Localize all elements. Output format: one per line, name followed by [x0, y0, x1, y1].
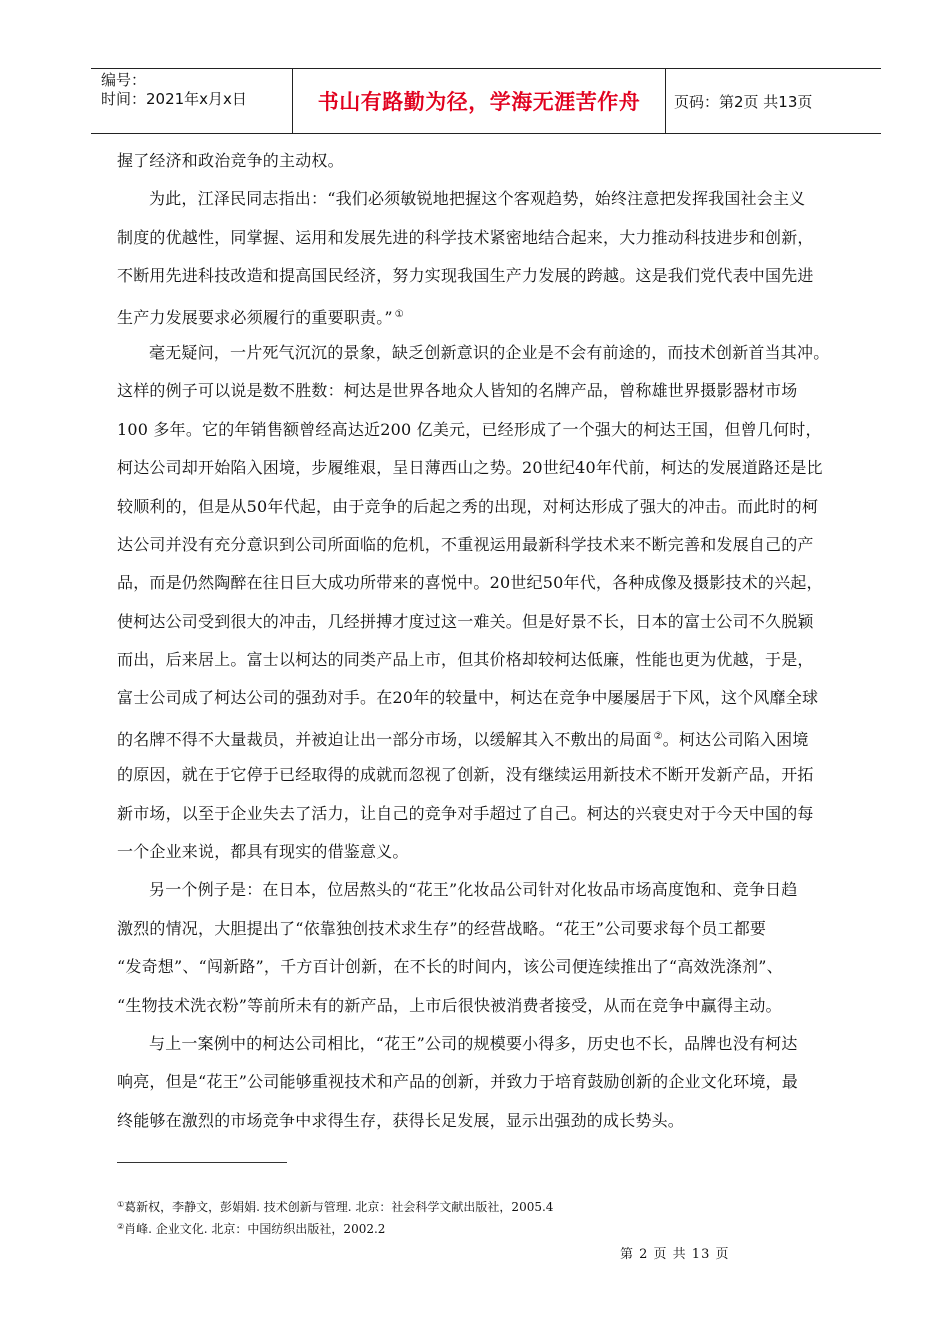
text-segment: 生产力发展要求必须履行的重要职责。”	[117, 307, 393, 327]
header-divider	[665, 69, 666, 133]
text-segment: 。柯达公司陷入困境	[662, 729, 809, 749]
text-line: 较顺利的，但是从50年代起，由于竞争的后起之秀的出现，对柯达形成了强大的冲击。而此时的柯	[117, 496, 819, 516]
header-meta	[101, 71, 291, 109]
text-line: 使柯达公司受到很大的冲击，几经拼搏才度过这一难关。但是好景不长，日本的富士公司不久脱颖	[117, 611, 814, 631]
text-line: 而出，后来居上。富士以柯达的同类产品上市，但其价格却较柯达低廉，性能也更为优越，于是，	[117, 650, 814, 670]
text-line: 毫无疑问，一片死气沉沉的景象，缺乏创新意识的企业是不会有前途的，而技术创新首当其冲。	[149, 342, 830, 362]
text-line: 不断用先进科技改造和提高国民经济，努力实现我国生产力发展的跨越。这是我们党代表中国先进	[117, 266, 814, 286]
text-line: 制度的优越性，同掌握、运用和发展先进的科学技术紧密地结合起来，大力推动科技进步和创新，	[117, 227, 814, 247]
text-line: 一个企业来说，都具有现实的借鉴意义。	[117, 842, 409, 862]
text-line: 终能够在激烈的市场竞争中求得生存，获得长足发展，显示出强劲的成长势头。	[117, 1110, 685, 1130]
text-segment: 的名牌不得不大量裁员，并被迫让出一部分市场，以缓解其入不敷出的局面	[117, 729, 652, 749]
footnote-marker: ②	[653, 730, 663, 742]
text-line: 富士公司成了柯达公司的强劲对手。在20年的较量中，柯达在竞争中屡屡居于下风，这个风靡全球	[117, 688, 819, 708]
text-line: 达公司并没有充分意识到公司所面临的危机，不重视运用最新科学技术来不断完善和发展自己的产	[117, 534, 814, 554]
text-line: 这样的例子可以说是数不胜数：柯达是世界各地众人皆知的名牌产品，曾称雄世界摄影器材市场	[117, 381, 798, 401]
footnote-marker: ②	[117, 1222, 125, 1231]
number-label: 编号：	[101, 71, 147, 89]
footnote	[117, 1217, 553, 1239]
page-footer: 第 2 页 共 13 页	[620, 1247, 730, 1262]
text-line: 100 多年。它的年销售额曾经高达近200 亿美元，已经形成了一个强大的柯达王国，但曾几何时，	[117, 419, 822, 439]
text-line: 的原因，就在于它停于已经取得的成就而忽视了创新，没有继续运用新技术不断开发新产品，开拓	[117, 765, 814, 785]
text-line: 新市场，以至于企业失去了活力，让自己的竞争对手超过了自己。柯达的兴衰史对于今天中国的每	[117, 803, 814, 823]
text-line: 响亮，但是“花王”公司能够重视技术和产品的创新，并致力于培育鼓励创新的企业文化环境，最	[117, 1072, 798, 1092]
text-line: 品，而是仍然陶醉在往日巨大成功所带来的喜悦中。20世纪50年代，各种成像及摄影技术的兴起，	[117, 573, 823, 593]
text-line: 柯达公司却开始陷入困境，步履维艰，呈日薄西山之势。20世纪40年代前，柯达的发展道路还是比	[117, 458, 823, 478]
text-line: 与上一案例中的柯达公司相比，“花王”公司的规模要小得多，历史也不长，品牌也没有柯达	[149, 1033, 798, 1053]
text-line	[117, 296, 860, 334]
body-text	[117, 142, 860, 1140]
text-line: 另一个例子是：在日本，位居熬头的“花王”化妆品公司针对化妆品市场高度饱和、竞争日趋	[149, 880, 798, 900]
footnote-separator	[117, 1162, 287, 1163]
header-motto: 书山有路勤为径，学海无涯苦作舟	[317, 90, 641, 114]
footnote	[117, 1195, 553, 1217]
time-label: 时间：2021年x月x日	[101, 90, 247, 108]
header-page-info: 页码：第2页 共13页	[674, 92, 813, 111]
text-line: “生物技术洗衣粉”等前所未有的新产品，上市后很快被消费者接受，从而在竞争中赢得主动。	[117, 995, 782, 1015]
footnotes	[117, 1195, 553, 1239]
text-line: 为此，江泽民同志指出：“我们必须敏锐地把握这个客观趋势，始终注意把发挥我国社会主义	[149, 189, 806, 209]
text-line: 握了经济和政治竞争的主动权。	[117, 151, 344, 170]
text-line	[117, 718, 860, 756]
text-line: “发奇想”、“闯新路”，千方百计创新，在不长的时间内，该公司便连续推出了“高效洗涤剂”、	[117, 957, 783, 977]
footnote-marker: ①	[117, 1200, 125, 1209]
footnote-text: 肖峰. 企业文化. 北京：中国纺织出版社，2002.2	[124, 1222, 386, 1236]
header-table	[91, 68, 881, 134]
text-line: 激烈的情况，大胆提出了“依靠独创技术求生存”的经营战略。“花王”公司要求每个员工都要	[117, 918, 767, 938]
footnote-text: 葛新权，李静文，彭娟娟. 技术创新与管理. 北京：社会科学文献出版社，2005.4	[124, 1200, 554, 1214]
footnote-marker: ①	[394, 308, 404, 320]
